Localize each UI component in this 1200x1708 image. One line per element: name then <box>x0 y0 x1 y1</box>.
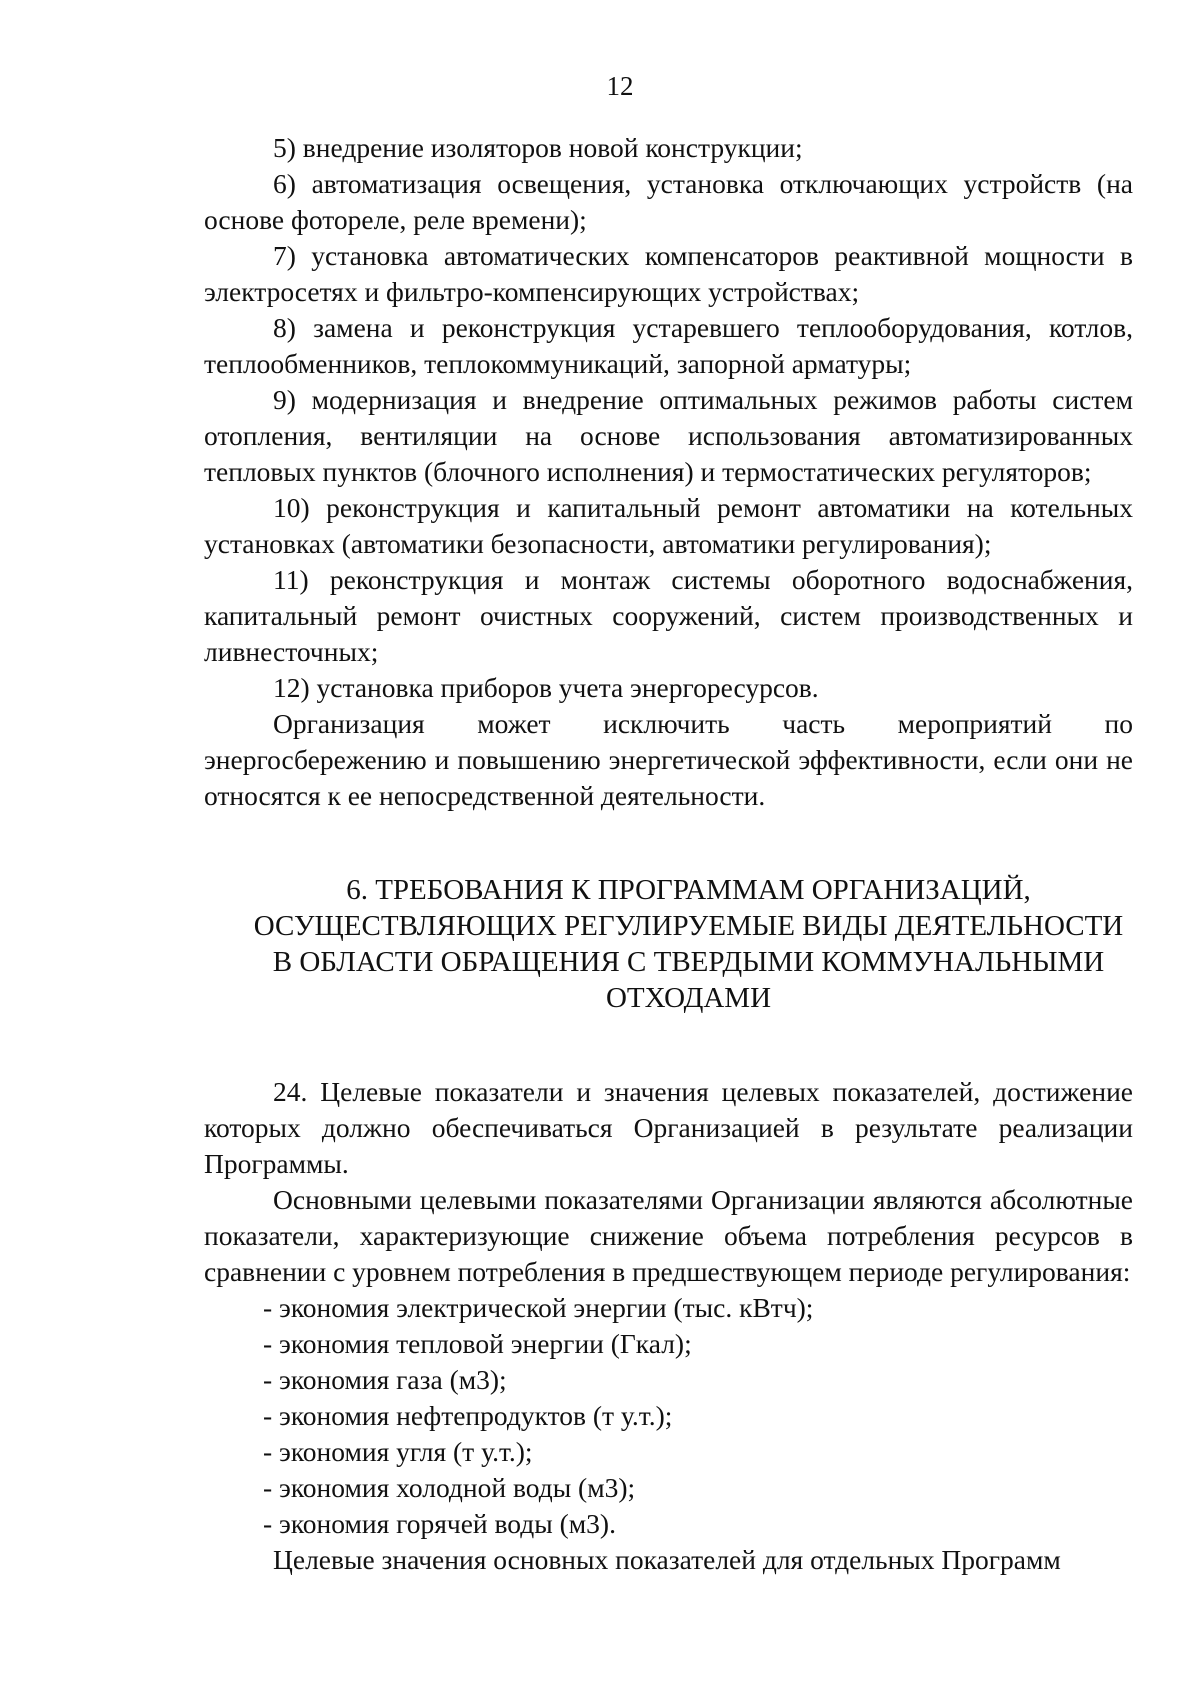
section-heading-line-4: ОТХОДАМИ <box>605 982 772 1014</box>
list-item-11: 11) реконструкция и монтаж системы оборотного водоснабжения, капитальный ремонт очистных сооружений, систем производственных и ливнесточных; <box>204 564 1133 667</box>
indicator-coal: - экономия угля (т у.т.); <box>263 1436 533 1467</box>
section-heading <box>204 872 1133 1016</box>
indicator-hot-water: - экономия горячей воды (м3). <box>263 1508 616 1539</box>
page-number: 12 <box>606 71 634 101</box>
document-body <box>204 130 1133 1578</box>
indicator-gas: - экономия газа (м3); <box>263 1364 507 1395</box>
list-item-7: 7) установка автоматических компенсаторов реактивной мощности в электросетях и фильтро-компенсирующих устройствах; <box>204 240 1133 307</box>
indicator-electricity: - экономия электрической энергии (тыс. кВтч); <box>263 1292 814 1323</box>
clause-24: 24. Целевые показатели и значения целевых показателей, достижение которых должно обеспечиваться Организацией в результате реализации Программы. <box>204 1076 1133 1179</box>
indicator-heat: - экономия тепловой энергии (Гкал); <box>263 1328 692 1359</box>
section-heading-line-1: 6. ТРЕБОВАНИЯ К ПРОГРАММАМ ОРГАНИЗАЦИЙ, <box>346 874 1031 906</box>
section-heading-line-2: ОСУЩЕСТВЛЯЮЩИХ РЕГУЛИРУЕМЫЕ ВИДЫ ДЕЯТЕЛЬНОСТИ <box>253 910 1124 942</box>
main-indicators-intro: Основными целевыми показателями Организации являются абсолютные показатели, характеризующие снижение объема потребления ресурсов в сравнении с уровнем потребления в предшествующем периоде регулирования: <box>204 1184 1133 1287</box>
list-item-10: 10) реконструкция и капитальный ремонт автоматики на котельных установках (автоматики безопасности, автоматики регулирования); <box>204 492 1133 559</box>
list-item-6: 6) автоматизация освещения, установка отключающих устройств (на основе фотореле, реле времени); <box>204 168 1133 235</box>
list-item-8: 8) замена и реконструкция устаревшего теплооборудования, котлов, теплообменников, теплокоммуникаций, запорной арматуры; <box>204 312 1133 379</box>
indicator-oil-products: - экономия нефтепродуктов (т у.т.); <box>263 1400 673 1431</box>
list-item-5: 5) внедрение изоляторов новой конструкции; <box>273 132 803 163</box>
list-item-9: 9) модернизация и внедрение оптимальных режимов работы систем отопления, вентиляции на основе использования автоматизированных тепловых пунктов (блочного исполнения) и термостатических регуляторов; <box>204 384 1133 487</box>
list-item-12: 12) установка приборов учета энергоресурсов. <box>273 672 819 703</box>
section-heading-line-3: В ОБЛАСТИ ОБРАЩЕНИЯ С ТВЕРДЫМИ КОММУНАЛЬНЫМИ <box>272 946 1105 978</box>
indicator-cold-water: - экономия холодной воды (м3); <box>263 1472 636 1503</box>
closing-line: Целевые значения основных показателей для отдельных Программ <box>273 1544 1061 1575</box>
exclusion-paragraph: Организация может исключить часть мероприятий по энергосбережению и повышению энергетической эффективности, если они не относятся к ее непосредственной деятельности. <box>204 708 1133 811</box>
